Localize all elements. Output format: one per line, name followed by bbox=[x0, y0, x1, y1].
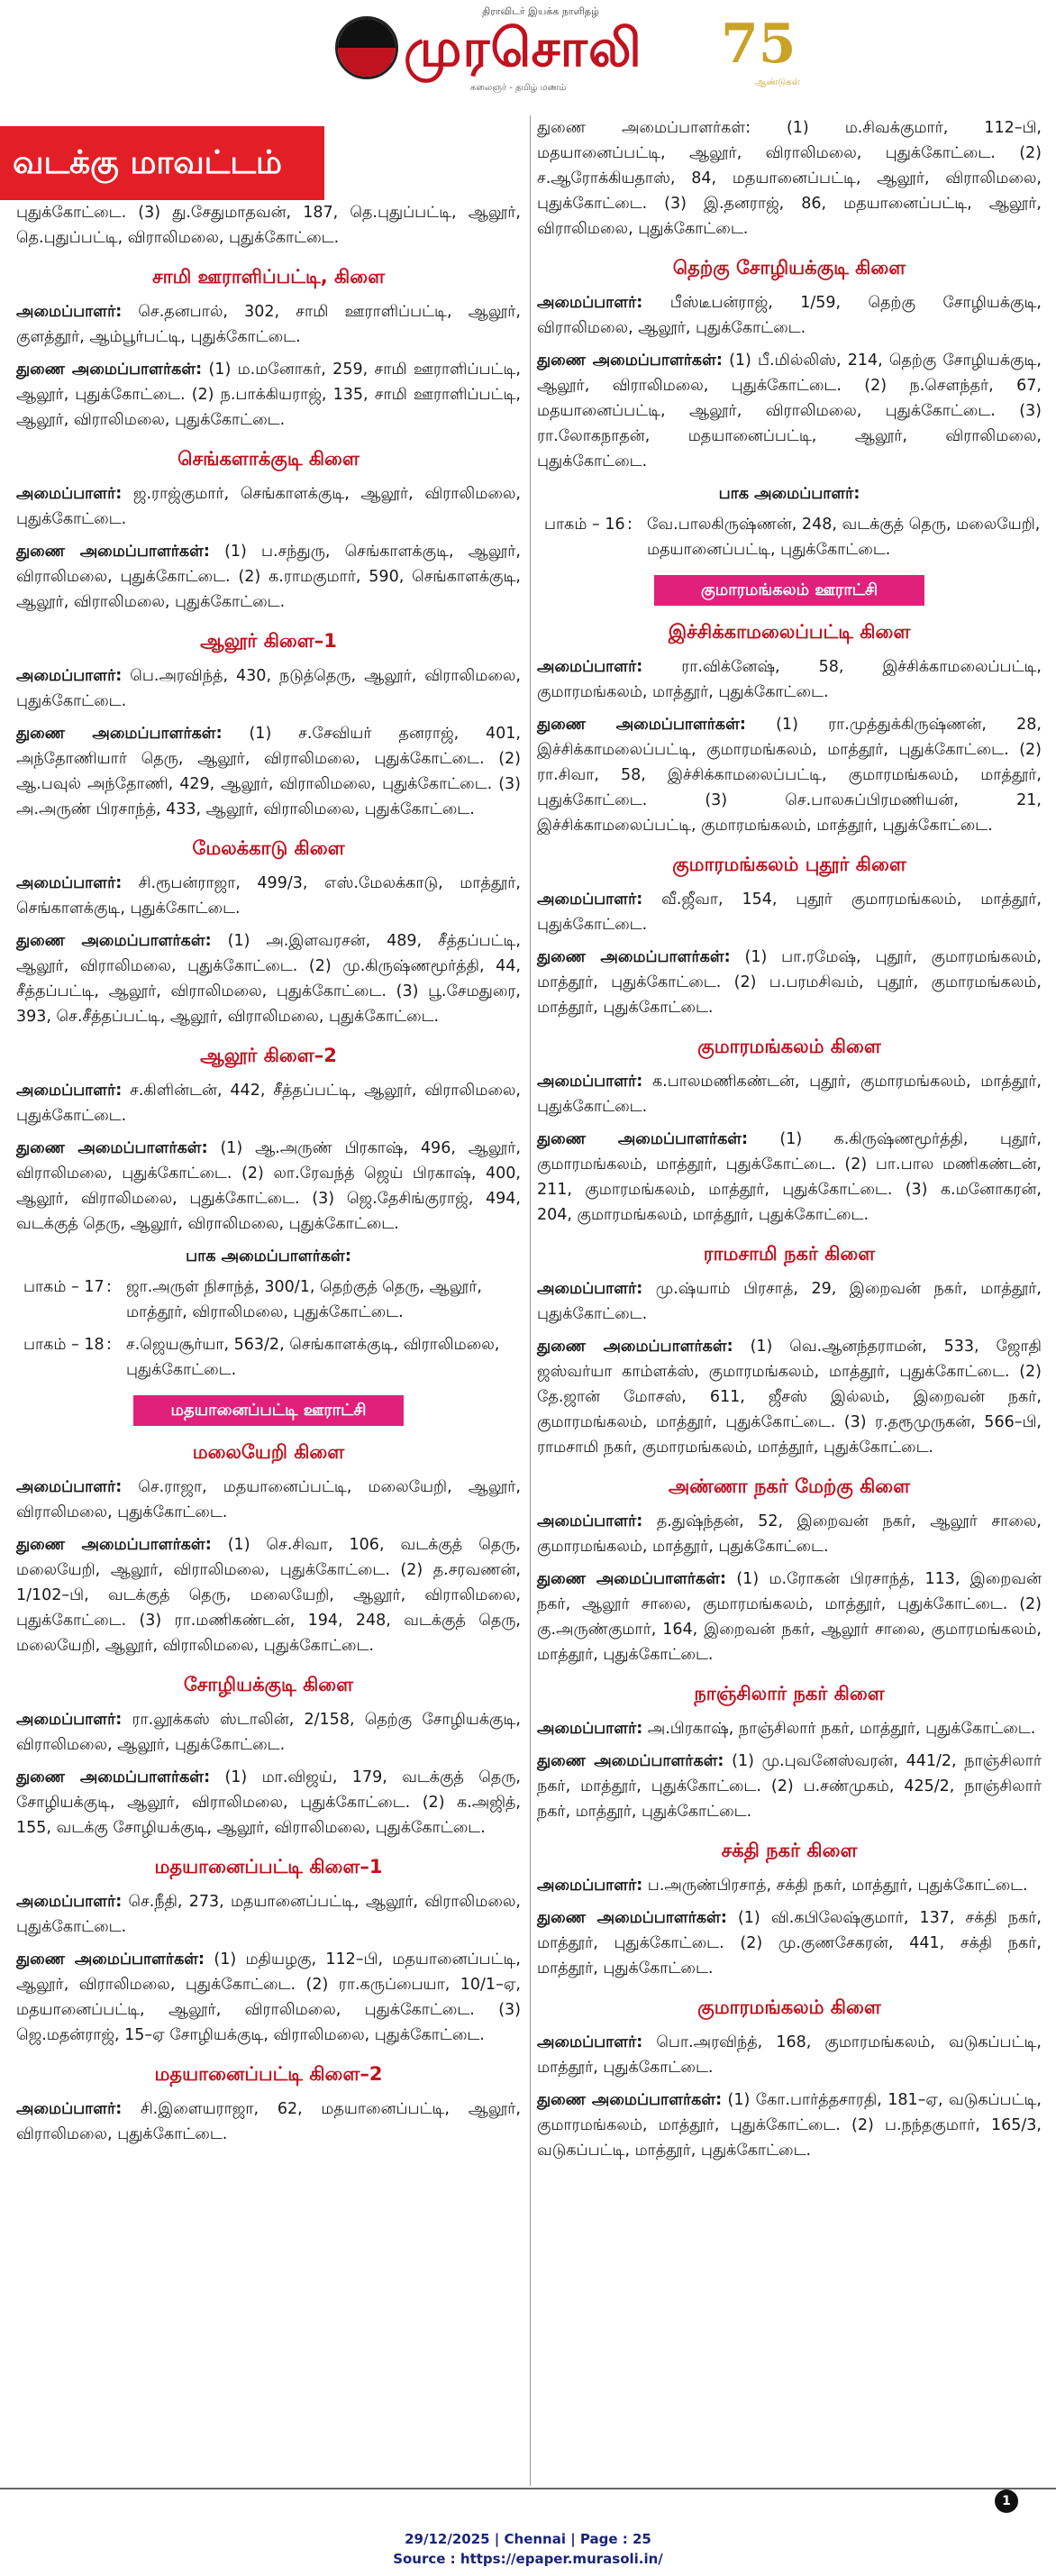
organizer-text: சி.ரூபன்ராஜா, 499/3, எஸ்.மேலக்காடு, மாத்தூர், செங்காளக்குடி, புதுக்கோட்டை. bbox=[16, 874, 521, 918]
deputy-label: துணை அமைப்பாளர்கள்: bbox=[16, 1536, 212, 1554]
booth-row bbox=[537, 512, 1042, 562]
branch-heading: இச்சிக்காமலைப்பட்டி கிளை bbox=[668, 621, 911, 643]
deputy-text: (1) க.கிருஷ்ணமூர்த்தி, புதூர், குமாரமங்கலம், மாத்தூர், புதுக்கோட்டை. (2) பா.பால மணிகண்டன், 211, குமாரமங்கலம், மாத்தூர், புதுக்கோட்டை. (3) க.மனோகரன், 204, குமாரமங்கலம், மாத்தூர், புதுக்கோட்டை. bbox=[537, 1130, 1042, 1224]
anniversary-badge bbox=[721, 13, 800, 88]
subbrand: கலைஞர் - தமிழ் மணம் bbox=[470, 83, 567, 93]
organizer-entry bbox=[537, 1509, 1042, 1559]
organizer-entry bbox=[16, 481, 521, 532]
booth-colon: : bbox=[627, 516, 633, 534]
deputy-entry bbox=[537, 945, 1042, 1020]
deputy-text: (1) பா.ரமேஷ், புதூர், குமாரமங்கலம், மாத்தூர், புதுக்கோட்டை. (2) ப.பரமசிவம், புதூர், குமாரமங்கலம், மாத்தூர், புதுக்கோட்டை. bbox=[537, 948, 1042, 1017]
deputy-entry bbox=[16, 539, 521, 615]
organizer-text: ப.அருண்பிரசாத், சக்தி நகர், மாத்தூர், புதுக்கோட்டை. bbox=[647, 1877, 1028, 1895]
deputy-entry bbox=[16, 721, 521, 822]
organizer-text: ரா.விக்னேஷ், 58, இச்சிக்காமலைப்பட்டி, குமாரமங்கலம், மாத்தூர், புதுக்கோட்டை. bbox=[537, 658, 1042, 701]
organizer-label: அமைப்பாளர்: bbox=[537, 2033, 643, 2051]
deputy-entry bbox=[537, 1567, 1042, 1667]
organizer-label: அமைப்பாளர்: bbox=[16, 2100, 123, 2118]
deputy-entry bbox=[537, 712, 1042, 838]
branch-heading: குமாரமங்கலம் கிளை bbox=[697, 1036, 881, 1057]
intro-paragraph: துணை அமைப்பாளர்கள்: (1) ம.சிவக்குமார், 112–பி, மதயானைப்பட்டி, ஆலூர், விராலிமலை, புதுக்கோட்டை. (2) ச.ஆரோக்கியதாஸ், 84, மதயானைப்பட்டி, ஆலூர், விராலிமலை, புதுக்கோட்டை. (3) இ.தனராஜ், 86, மதயானைப்பட்டி, ஆலூர், விராலிமலை, புதுக்கோட்டை. bbox=[537, 119, 1042, 238]
organizer-text: செ.ராஜா, மதயானைப்பட்டி, மலையேறி, ஆலூர், விராலிமலை, புதுக்கோட்டை. bbox=[16, 1478, 521, 1521]
deputy-text: (1) ச.சேவியர் தனராஜ், 401, அந்தோணியார் தெரு, ஆலூர், விராலிமலை, புதுக்கோட்டை. (2) ஆ.பவுல் அந்தோணி, 429, ஆலூர், விராலிமலை, புதுக்கோட்டை. (3) அ.அருண் பிரசாந்த், 433, ஆலூர், விராலிமலை, புதுக்கோட்டை. bbox=[16, 725, 521, 818]
booth-detail: ச.ஜெயசூர்யா, 563/2, செங்காளக்குடி, விராலிமலை, புதுக்கோட்டை. bbox=[126, 1336, 500, 1379]
branch-heading: சாமி ஊராளிப்பட்டி, கிளை bbox=[151, 266, 386, 288]
organizer-label: அமைப்பாளர்: bbox=[537, 658, 643, 676]
organizer-label: அமைப்பாளர்: bbox=[16, 667, 123, 685]
deputy-entry bbox=[16, 1532, 521, 1658]
organizer-entry bbox=[16, 663, 521, 714]
organizer-text: செ.தனபால், 302, சாமி ஊராளிப்பட்டி, ஆலூர், குளத்தூர், ஆம்பூர்பட்டி, புதுக்கோட்டை. bbox=[16, 303, 521, 346]
deputy-label: துணை அமைப்பாளர்கள்: bbox=[16, 1950, 205, 1969]
organizer-text: அ.பிரகாஷ், நாஞ்சிலார் நகர், மாத்தூர், புதுக்கோட்டை. bbox=[647, 1720, 1036, 1738]
booth-organizers-label: பாக அமைப்பாளர்: bbox=[718, 485, 860, 503]
organizer-label: அமைப்பாளர்: bbox=[16, 1478, 123, 1496]
booth-detail: வே.பாலகிருஷ்ணன், 248, வடக்குத் தெரு, மலையேறி, மதயானைப்பட்டி, புதுக்கோட்டை. bbox=[647, 516, 1041, 559]
booth-number: பாகம் – 18 bbox=[23, 1336, 105, 1354]
organizer-text: க.பாலமணிகண்டன், புதூர், குமாரமங்கலம், மாத்தூர், புதுக்கோட்டை. bbox=[537, 1073, 1042, 1116]
organizer-entry bbox=[537, 1716, 1042, 1741]
organizer-label: அமைப்பாளர்: bbox=[16, 303, 123, 321]
booth-number: பாகம் – 16 bbox=[544, 516, 625, 534]
deputy-label: துணை அமைப்பாளர்கள்: bbox=[537, 352, 723, 370]
panchayat-label: மதயானைப்பட்டி ஊராட்சி bbox=[133, 1395, 404, 1426]
branch-heading: அண்ணா நகர் மேற்கு கிளை bbox=[668, 1475, 911, 1497]
deputy-label: துணை அமைப்பாளர்கள்: bbox=[537, 716, 746, 734]
organizer-text: ஜ.ராஜ்குமார், செங்காளக்குடி, ஆலூர், விராலிமலை, புதுக்கோட்டை. bbox=[16, 485, 521, 528]
section-banner: வடக்கு மாவட்டம் bbox=[0, 126, 324, 200]
branch-heading: குமாரமங்கலம் கிளை bbox=[697, 1996, 881, 2018]
branch-heading: ஆலூர் கிளை–1 bbox=[200, 630, 337, 652]
booth-colon: : bbox=[106, 1336, 112, 1354]
organizer-label: அமைப்பாளர்: bbox=[16, 1082, 123, 1100]
deputy-text: (1) கோ.பார்த்தசாரதி, 181–ஏ, வடுகப்பட்டி, குமாரமங்கலம், மாத்தூர், புதுக்கோட்டை. (2) ப.நந்தகுமார், 165/3, வடுகப்பட்டி, மாத்தூர், புதுக்கோட்டை. bbox=[537, 2091, 1042, 2160]
deputy-entry bbox=[16, 1765, 521, 1841]
deputy-label: துணை அமைப்பாளர்கள்: bbox=[16, 1139, 208, 1157]
organizer-text: மு.ஷ்யாம் பிரசாத், 29, இறைவன் நகர், மாத்தூர், புதுக்கோட்டை. bbox=[537, 1280, 1042, 1323]
organizer-text: வீ.ஜீவா, 154, புதூர் குமாரமங்கலம், மாத்தூர், புதுக்கோட்டை. bbox=[537, 891, 1042, 934]
deputy-label: துணை அமைப்பாளர்கள்: bbox=[537, 1752, 724, 1770]
organizer-text: த.துஷ்ந்தன், 52, இறைவன் நகர், ஆலூர் சாலை, குமாரமங்கலம், மாத்தூர், புதுக்கோட்டை. bbox=[537, 1512, 1042, 1556]
tagline: திராவிடர் இயக்க நாளிதழ் bbox=[482, 5, 599, 17]
organizer-label: அமைப்பாளர்: bbox=[537, 1073, 643, 1091]
organizer-entry bbox=[537, 2030, 1042, 2080]
footer-date-line: 29/12/2025 | Chennai | Page : 25 bbox=[405, 2531, 651, 2547]
organizer-text: பெ.அரவிந்த், 430, நடுத்தெரு, ஆலூர், விராலிமலை, புதுக்கோட்டை. bbox=[16, 667, 521, 710]
masthead bbox=[0, 0, 1056, 106]
deputy-label: துணை அமைப்பாளர்கள்: bbox=[537, 1570, 727, 1588]
deputy-entry bbox=[16, 1947, 521, 2048]
organizer-label: அமைப்பாளர்: bbox=[16, 485, 123, 503]
organizer-entry bbox=[16, 299, 521, 350]
branch-heading: மேலக்காடு கிளை bbox=[192, 837, 345, 859]
booth-colon: : bbox=[106, 1278, 112, 1296]
deputy-text: (1) மு.புவனேஸ்வரன், 441/2, நாஞ்சிலார் நகர், மாத்தூர், புதுக்கோட்டை. (2) ப.சண்முகம், 425/2, நாஞ்சிலார் நகர், மாத்தூர், புதுக்கோட்டை. bbox=[537, 1752, 1042, 1821]
branch-heading: மலையேறி கிளை bbox=[192, 1441, 345, 1463]
footer-source-link[interactable]: Source : https://epaper.murasoli.in/ bbox=[393, 2551, 663, 2567]
deputy-text: (1) மா.விஜய், 179, வடக்குத் தெரு, சோழியக்குடி, ஆலூர், விராலிமலை, புதுக்கோட்டை. (2) க.அஜித், 155, வடக்கு சோழியக்குடி, ஆலூர், விராலிமலை, புதுக்கோட்டை. bbox=[16, 1768, 521, 1837]
organizer-entry bbox=[16, 1475, 521, 1525]
booth-detail: ஜா.அருள் நிசாந்த், 300/1, தெற்குத் தெரு, ஆலூர், மாத்தூர், விராலிமலை, புதுக்கோட்டை. bbox=[126, 1278, 482, 1321]
left-column bbox=[16, 200, 521, 2154]
booth-number: பாகம் – 17 bbox=[23, 1278, 105, 1296]
deputy-text: (1) வெ.ஆனந்தராமன், 533, ஜோதி ஜஸ்வர்யா காம்ளக்ஸ், குமாரமங்கலம், மாத்தூர், புதுக்கோட்டை. (2) தே.ஜான் மோசஸ், 611, ஜீசஸ் இல்லம், இறைவன் நகர், குமாரமங்கலம், மாத்தூர், புதுக்கோட்டை. (3) ர.தரூமுருகன், 566–பி, ராமசாமி நகர், குமாரமங்கலம், மாத்தூர், புதுக்கோட்டை. bbox=[537, 1338, 1042, 1457]
newspaper-logo: முரசொலி bbox=[404, 17, 642, 78]
deputy-text: (1) ம.ரோகன் பிரசாந்த், 113, இறைவன் நகர், ஆலூர் சாலை, குமாரமங்கலம், மாத்தூர், புதுக்கோட்டை. (2) கு.அருண்குமார், 164, இறைவன் நகர், ஆலூர் சாலை, குமாரமங்கலம், மாத்தூர், புதுக்கோட்டை. bbox=[537, 1570, 1042, 1664]
organizer-entry bbox=[16, 871, 521, 921]
organizer-text: பொ.அரவிந்த், 168, குமாரமங்கலம், வடுகப்பட்டி, மாத்தூர், புதுக்கோட்டை. bbox=[537, 2033, 1042, 2077]
branch-heading: தெற்கு சோழியக்குடி கிளை bbox=[672, 257, 906, 279]
deputy-text: (1) செ.சிவா, 106, வடக்குத் தெரு, மலையேறி, ஆலூர், விராலிமலை, புதுக்கோட்டை. (2) த.சரவணன், 1/102–பி, வடக்குத் தெரு, மலையேறி, ஆலூர், விராலிமலை, புதுக்கோட்டை. (3) ரா.மணிகண்டன், 194, 248, வடக்குத் தெரு, மலையேறி, ஆலூர், விராலிமலை, புதுக்கோட்டை. bbox=[16, 1536, 521, 1655]
organizer-text: சி.இளையராஜா, 62, மதயானைப்பட்டி, ஆலூர், விராலிமலை, புதுக்கோட்டை. bbox=[16, 2100, 521, 2143]
organizer-text: ரா.லூக்கஸ் ஸ்டாலின், 2/158, தெற்கு சோழியக்குடி, விராலிமலை, ஆலூர், புதுக்கோட்டை. bbox=[16, 1711, 521, 1754]
branch-heading: மதயானைப்பட்டி கிளை–2 bbox=[154, 2063, 383, 2085]
frame-bottom-rule bbox=[0, 2488, 1056, 2489]
deputy-entry bbox=[16, 357, 521, 433]
party-emblem-icon bbox=[335, 16, 398, 79]
deputy-label: துணை அமைப்பாளர்கள்: bbox=[16, 1768, 211, 1786]
branch-heading: மதயானைப்பட்டி கிளை–1 bbox=[154, 1856, 383, 1877]
branch-heading: சக்தி நகர் கிளை bbox=[721, 1840, 858, 1861]
deputy-label: துணை அமைப்பாளர்கள்: bbox=[537, 1909, 727, 1927]
deputy-text: (1) அ.இளவரசன், 489, சீத்தப்பட்டி, ஆலூர், விராலிமலை, புதுக்கோட்டை. (2) மு.கிருஷ்ணமூர்த்தி, 44, சீத்தப்பட்டி, ஆலூர், விராலிமலை, புதுக்கோட்டை. (3) பூ.சேமதுரை, 393, செ.சீத்தப்பட்டி, ஆலூர், விராலிமலை, புதுக்கோட்டை. bbox=[16, 932, 521, 1026]
organizer-label: அமைப்பாளர்: bbox=[16, 874, 123, 892]
deputy-entry bbox=[537, 1127, 1042, 1228]
branch-heading: சோழியக்குடி கிளை bbox=[183, 1674, 354, 1695]
booth-organizers-label: பாக அமைப்பாளர்கள்: bbox=[186, 1247, 351, 1265]
intro-paragraph: புதுக்கோட்டை. (3) து.சேதுமாதவன், 187, தெ.புதுப்பட்டி, ஆலூர், தெ.புதுப்பட்டி, விராலிமலை, புதுக்கோட்டை. bbox=[16, 204, 521, 247]
organizer-entry bbox=[16, 2096, 521, 2147]
deputy-label: துணை அமைப்பாளர்கள்: bbox=[16, 932, 212, 950]
deputy-entry bbox=[16, 928, 521, 1029]
deputy-label: துணை அமைப்பாளர்கள்: bbox=[16, 543, 210, 561]
booth-row bbox=[16, 1332, 521, 1383]
organizer-entry bbox=[16, 1078, 521, 1128]
branch-heading: குமாரமங்கலம் புதூர் கிளை bbox=[672, 854, 906, 875]
deputy-entry bbox=[537, 2087, 1042, 2163]
organizer-entry bbox=[16, 1707, 521, 1758]
organizer-text: செ.நீதி, 273, மதயானைப்பட்டி, ஆலூர், விராலிமலை, புதுக்கோட்டை. bbox=[16, 1893, 521, 1936]
booth-row bbox=[16, 1274, 521, 1325]
organizer-entry bbox=[537, 654, 1042, 705]
organizer-entry bbox=[16, 1889, 521, 1940]
deputy-entry bbox=[16, 1136, 521, 1237]
deputy-label: துணை அமைப்பாளர்கள்: bbox=[537, 1338, 733, 1356]
organizer-text: பீஸ்டீபன்ராஜ், 1/59, தெற்கு சோழியக்குடி, விராலிமலை, ஆலூர், புதுக்கோட்டை. bbox=[537, 294, 1042, 337]
panchayat-label: குமாரமங்கலம் ஊராட்சி bbox=[654, 575, 924, 606]
deputy-label: துணை அமைப்பாளர்கள்: bbox=[16, 361, 203, 379]
column-divider bbox=[530, 115, 531, 2486]
deputy-entry bbox=[537, 1334, 1042, 1460]
organizer-label: அமைப்பாளர்: bbox=[537, 1280, 643, 1298]
deputy-text: (1) ம.மனோகர், 259, சாமி ஊராளிப்பட்டி, ஆலூர், புதுக்கோட்டை. (2) ந.பாக்கியராஜ், 135, சாமி ஊராளிப்பட்டி, ஆலூர், விராலிமலை, புதுக்கோட்டை. bbox=[16, 361, 521, 429]
organizer-text: ச.கிளின்டன், 442, சீத்தப்பட்டி, ஆலூர், விராலிமலை, புதுக்கோட்டை. bbox=[16, 1082, 521, 1125]
right-column bbox=[537, 115, 1042, 2170]
organizer-label: அமைப்பாளர்: bbox=[537, 891, 643, 909]
footer bbox=[0, 2529, 1056, 2569]
branch-heading: நாஞ்சிலார் நகர் கிளை bbox=[694, 1683, 885, 1704]
deputy-entry bbox=[537, 348, 1042, 474]
organizer-entry bbox=[537, 1873, 1042, 1898]
organizer-label: அமைப்பாளர்: bbox=[537, 1512, 643, 1530]
deputy-text: (1) ஆ.அருண் பிரகாஷ், 496, ஆலூர், விராலிமலை, புதுக்கோட்டை. (2) லா.ரேவந்த் ஜெய் பிரகாஷ், 400, ஆலூர், விராலிமலை, புதுக்கோட்டை. (3) ஜெ.தேசிங்குராஜ், 494, வடக்குத் தெரு, ஆலூர், விராலிமலை, புதுக்கோட்டை. bbox=[16, 1139, 521, 1233]
deputy-entry bbox=[537, 1749, 1042, 1824]
deputy-label: துணை அமைப்பாளர்கள்: bbox=[537, 1130, 749, 1148]
organizer-label: அமைப்பாளர்: bbox=[537, 1877, 643, 1895]
deputy-text: (1) வி.கபிலேஷ்குமார், 137, சக்தி நகர், மாத்தூர், புதுக்கோட்டை. (2) மு.குணசேகரன், 441, சக்தி நகர், மாத்தூர், புதுக்கோட்டை. bbox=[537, 1909, 1042, 1978]
deputy-label: துணை அமைப்பாளர்கள்: bbox=[16, 725, 223, 743]
organizer-label: அமைப்பாளர்: bbox=[537, 1720, 643, 1738]
branch-heading: ஆலூர் கிளை–2 bbox=[200, 1045, 337, 1066]
organizer-entry bbox=[537, 290, 1042, 341]
organizer-entry bbox=[537, 1069, 1042, 1119]
organizer-label: அமைப்பாளர்: bbox=[537, 294, 643, 312]
anniversary-number: 75 bbox=[721, 13, 797, 76]
deputy-label: துணை அமைப்பாளர்கள்: bbox=[537, 2091, 723, 2109]
branch-heading: ராமசாமி நகர் கிளை bbox=[703, 1243, 876, 1265]
deputy-text: (1) பீ.மில்லிஸ், 214, தெற்கு சோழியக்குடி, ஆலூர், விராலிமலை, புதுக்கோட்டை. (2) ந.சௌந்தர், 67, மதயானைப்பட்டி, ஆலூர், விராலிமலை, புதுக்கோட்டை. (3) ரா.லோகநாதன், மதயானைப்பட்டி, ஆலூர், விராலிமலை, புதுக்கோட்டை. bbox=[537, 352, 1042, 470]
deputy-text: (1) ரா.முத்துக்கிருஷ்ணன், 28, இச்சிக்காமலைப்பட்டி, குமாரமங்கலம், மாத்தூர், புதுக்கோட்டை. (2) ரா.சிவா, 58, இச்சிக்காமலைப்பட்டி, குமாரமங்கலம், மாத்தூர், புதுக்கோட்டை. (3) செ.பாலசுப்பிரமணியன், 21, இச்சிக்காமலைப்பட்டி, குமாரமங்கலம், மாத்தூர், புதுக்கோட்டை. bbox=[537, 716, 1042, 835]
organizer-entry bbox=[537, 887, 1042, 937]
branch-heading: செங்களாக்குடி கிளை bbox=[178, 448, 360, 470]
anniversary-note: ஆண்டுகள் bbox=[755, 78, 800, 87]
page-number-badge: 1 bbox=[995, 2489, 1018, 2513]
deputy-label: துணை அமைப்பாளர்கள்: bbox=[537, 948, 731, 966]
deputy-entry bbox=[537, 1905, 1042, 1981]
organizer-label: அமைப்பாளர்: bbox=[16, 1711, 123, 1729]
deputy-text: (1) மதியழகு, 112–பி, மதயானைப்பட்டி, ஆலூர், விராலிமலை, புதுக்கோட்டை. (2) ரா.கருப்பையா, 10/1–ஏ, மதயானைப்பட்டி, ஆலூர், விராலிமலை, புதுக்கோட்டை. (3) ஜெ.மதன்ராஜ், 15–ஏ சோழியக்குடி, விராலிமலை, புதுக்கோட்டை. bbox=[16, 1950, 521, 2044]
deputy-text: (1) ப.சந்துரு, செங்காளக்குடி, ஆலூர், விராலிமலை, புதுக்கோட்டை. (2) க.ராமகுமார், 590, செங்காளக்குடி, ஆலூர், விராலிமலை, புதுக்கோட்டை. bbox=[16, 543, 521, 611]
organizer-label: அமைப்பாளர்: bbox=[16, 1893, 123, 1911]
organizer-entry bbox=[537, 1276, 1042, 1327]
